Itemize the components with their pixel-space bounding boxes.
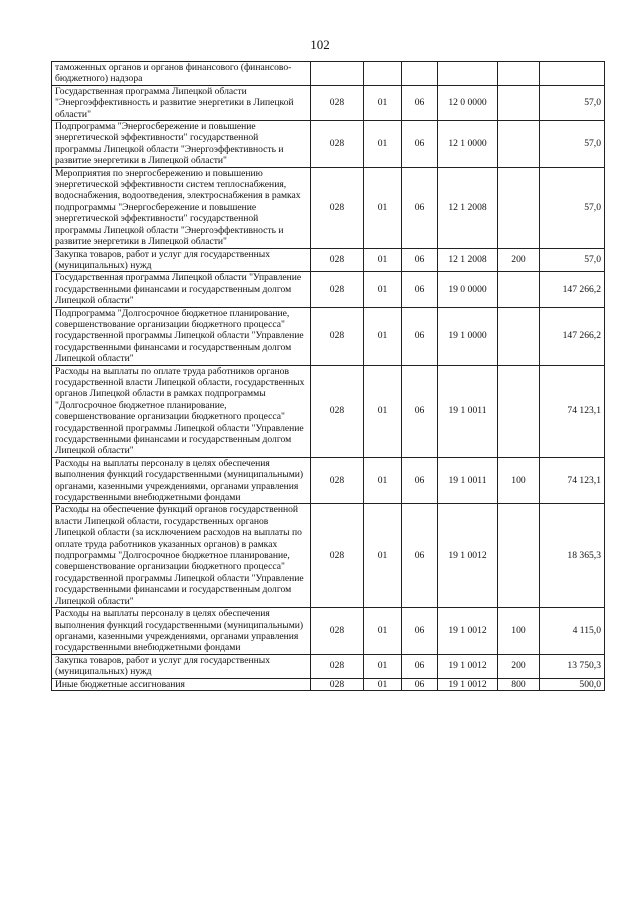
row-amount-cell: 147 266,2: [540, 307, 605, 365]
row-amount-cell: 57,0: [540, 121, 605, 168]
table-row: [52, 365, 605, 457]
row-section-cell: 01: [364, 608, 402, 655]
table-row: [52, 504, 605, 608]
table-row: [52, 62, 605, 86]
row-amount-cell: 74 123,1: [540, 457, 605, 504]
row-target-article-cell: 19 1 0011: [438, 365, 498, 457]
row-amount-cell: 13 750,3: [540, 654, 605, 678]
row-expense-type-cell: 200: [498, 248, 540, 272]
row-section-cell: 01: [364, 167, 402, 248]
row-subsection-cell: 06: [402, 307, 438, 365]
row-name-cell: Мероприятия по энергосбережению и повышению энергетической эффективности систем теплоснабжения, водоснабжения, водоотведения, электроснабжения в рамках подпрограммы "Энергосбережение и повышение энергетической эффективности" государственной программы Липецкой области "Энергоэффективность и развитие энергетики в Липецкой области": [52, 167, 311, 248]
row-target-article-cell: 19 1 0011: [438, 457, 498, 504]
page-number: 102: [310, 37, 330, 52]
row-name-cell: Расходы на обеспечение функций органов государственной власти Липецкой области, государственных органов Липецкой области (за исключением расходов на выплаты по оплате труда работников указанных органов) в рамках подпрограммы "Долгосрочное бюджетное планирование, совершенствование организации бюджетного процесса" государственной программы Липецкой области "Управление государственными финансами и государственным долгом Липецкой области": [52, 504, 311, 608]
row-subsection-cell: 06: [402, 608, 438, 655]
row-admin-code-cell: 028: [311, 654, 364, 678]
row-section-cell: 01: [364, 654, 402, 678]
row-target-article-cell: 19 1 0012: [438, 654, 498, 678]
row-amount-cell: 4 115,0: [540, 608, 605, 655]
row-section-cell: [364, 62, 402, 86]
row-amount-cell: [540, 62, 605, 86]
row-section-cell: 01: [364, 365, 402, 457]
row-admin-code-cell: 028: [311, 365, 364, 457]
row-name-cell: Расходы на выплаты по оплате труда работников органов государственной власти Липецкой области, государственных органов Липецкой области в рамках подпрограммы "Долгосрочное бюджетное планирование, совершенствование организации бюджетного процесса" государственной программы Липецкой области "Управление государственными финансами и государственным долгом Липецкой области": [52, 365, 311, 457]
row-target-article-cell: 12 1 2008: [438, 248, 498, 272]
row-amount-cell: 57,0: [540, 85, 605, 120]
row-target-article-cell: 19 1 0012: [438, 678, 498, 690]
row-section-cell: 01: [364, 121, 402, 168]
row-name-cell: Расходы на выплаты персоналу в целях обеспечения выполнения функций государственными (муниципальными) органами, казенными учреждениями, органами управления государственными внебюджетными фондами: [52, 457, 311, 504]
row-name-cell: Расходы на выплаты персоналу в целях обеспечения выполнения функций государственными (муниципальными) органами, казенными учреждениями, органами управления государственными внебюджетными фондами: [52, 608, 311, 655]
row-expense-type-cell: 100: [498, 457, 540, 504]
row-expense-type-cell: [498, 121, 540, 168]
table-row: [52, 307, 605, 365]
row-expense-type-cell: [498, 272, 540, 307]
row-admin-code-cell: [311, 62, 364, 86]
row-admin-code-cell: 028: [311, 608, 364, 655]
row-expense-type-cell: [498, 365, 540, 457]
row-subsection-cell: 06: [402, 457, 438, 504]
row-admin-code-cell: 028: [311, 307, 364, 365]
table-row: [52, 248, 605, 272]
row-target-article-cell: [438, 62, 498, 86]
table-row: [52, 608, 605, 655]
row-subsection-cell: 06: [402, 365, 438, 457]
row-amount-cell: 74 123,1: [540, 365, 605, 457]
table-row: [52, 272, 605, 307]
row-name-cell: Закупка товаров, работ и услуг для государственных (муниципальных) нужд: [52, 248, 311, 272]
row-section-cell: 01: [364, 678, 402, 690]
row-amount-cell: 500,0: [540, 678, 605, 690]
row-name-cell: таможенных органов и органов финансового (финансово-бюджетного) надзора: [52, 62, 311, 86]
row-section-cell: 01: [364, 248, 402, 272]
row-expense-type-cell: [498, 504, 540, 608]
row-section-cell: 01: [364, 457, 402, 504]
row-admin-code-cell: 028: [311, 457, 364, 504]
table-row: [52, 121, 605, 168]
row-expense-type-cell: 100: [498, 608, 540, 655]
row-name-cell: Государственная программа Липецкой области "Управление государственными финансами и государственным долгом Липецкой области": [52, 272, 311, 307]
table-row: [52, 457, 605, 504]
row-section-cell: 01: [364, 307, 402, 365]
table-row: [52, 678, 605, 690]
row-subsection-cell: 06: [402, 167, 438, 248]
row-admin-code-cell: 028: [311, 678, 364, 690]
row-admin-code-cell: 028: [311, 167, 364, 248]
row-expense-type-cell: [498, 85, 540, 120]
row-name-cell: Подпрограмма "Долгосрочное бюджетное планирование, совершенствование организации бюджетного процесса" государственной программы Липецкой области "Управление государственными финансами и государственным долгом Липецкой области": [52, 307, 311, 365]
row-target-article-cell: 19 1 0012: [438, 608, 498, 655]
row-name-cell: Подпрограмма "Энергосбережение и повышение энергетической эффективности" государственной программы Липецкой области "Энергоэффективность и развитие энергетики в Липецкой области": [52, 121, 311, 168]
row-admin-code-cell: 028: [311, 121, 364, 168]
row-subsection-cell: [402, 62, 438, 86]
row-amount-cell: 147 266,2: [540, 272, 605, 307]
row-target-article-cell: 12 1 2008: [438, 167, 498, 248]
row-name-cell: Закупка товаров, работ и услуг для государственных (муниципальных) нужд: [52, 654, 311, 678]
row-name-cell: Государственная программа Липецкой области "Энергоэффективность и развитие энергетики в Липецкой области": [52, 85, 311, 120]
row-section-cell: 01: [364, 272, 402, 307]
row-target-article-cell: 19 1 0000: [438, 307, 498, 365]
row-subsection-cell: 06: [402, 504, 438, 608]
row-admin-code-cell: 028: [311, 248, 364, 272]
row-amount-cell: 57,0: [540, 248, 605, 272]
table-row: [52, 85, 605, 120]
row-admin-code-cell: 028: [311, 85, 364, 120]
row-amount-cell: 57,0: [540, 167, 605, 248]
row-expense-type-cell: [498, 167, 540, 248]
table-row: [52, 167, 605, 248]
row-expense-type-cell: 800: [498, 678, 540, 690]
row-subsection-cell: 06: [402, 654, 438, 678]
row-amount-cell: 18 365,3: [540, 504, 605, 608]
row-section-cell: 01: [364, 504, 402, 608]
row-admin-code-cell: 028: [311, 272, 364, 307]
row-target-article-cell: 12 0 0000: [438, 85, 498, 120]
row-expense-type-cell: [498, 62, 540, 86]
row-subsection-cell: 06: [402, 272, 438, 307]
row-target-article-cell: 12 1 0000: [438, 121, 498, 168]
row-target-article-cell: 19 1 0012: [438, 504, 498, 608]
row-expense-type-cell: [498, 307, 540, 365]
row-subsection-cell: 06: [402, 678, 438, 690]
row-subsection-cell: 06: [402, 248, 438, 272]
table-row: [52, 654, 605, 678]
row-name-cell: Иные бюджетные ассигнования: [52, 678, 311, 690]
row-expense-type-cell: 200: [498, 654, 540, 678]
row-target-article-cell: 19 0 0000: [438, 272, 498, 307]
row-subsection-cell: 06: [402, 85, 438, 120]
row-admin-code-cell: 028: [311, 504, 364, 608]
row-section-cell: 01: [364, 85, 402, 120]
budget-table: [51, 61, 605, 691]
row-subsection-cell: 06: [402, 121, 438, 168]
